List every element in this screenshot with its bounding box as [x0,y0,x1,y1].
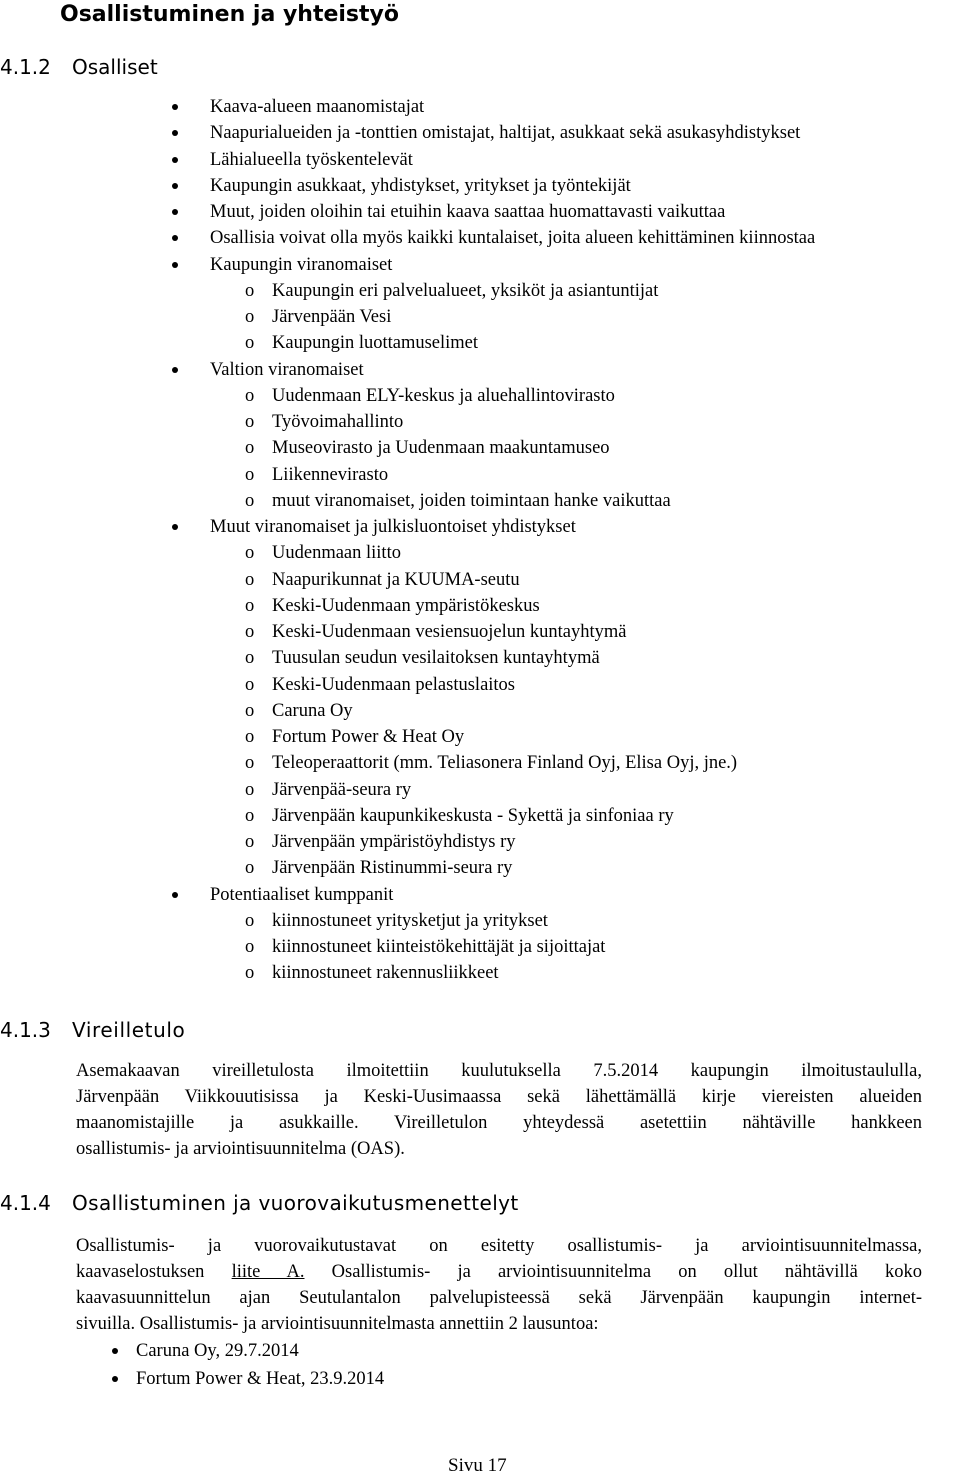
list-item [245,934,606,960]
page-number: Sivu 17 [448,1455,507,1476]
list-item-text: Teleoperaattorit (mm. Teliasonera Finland Oyj, Elisa Oyj, jne.) [272,753,738,774]
section-heading-osallistuminen [0,1193,519,1213]
bullet-icon [172,130,178,136]
list-item-text: Fortum Power & Heat Oy [272,727,465,747]
list-item [210,94,424,120]
list-item [245,724,465,750]
list-item-text: Järvenpään ympäristöyhdistys ry [272,832,516,852]
paragraph-line: osallistumis- ja arviointisuunnitelma (OAS). [76,1139,405,1159]
list-item [245,488,671,514]
sub-bullet-icon: o [245,700,255,721]
section-heading-vireilletulo [0,1020,185,1040]
bullet-icon [172,209,178,215]
paragraph-line: Järvenpään Viikkouutisissa ja Keski-Uusimaassa sekä lähettämällä kirje viereisten alueiden [76,1087,922,1107]
list-item [245,855,513,881]
sub-bullet-icon: o [245,595,255,616]
list-item [210,199,725,225]
liite-a-link[interactable]: liite A. [231,1262,305,1282]
sub-bullet-icon: o [245,779,255,800]
paragraph-line: kaavasuunnittelun ajan Seutulantalon palvelupisteessä sekä Järvenpään kaupungin internet- [76,1288,922,1308]
sub-bullet-icon: o [245,963,255,984]
list-item-text: Kaupungin asukkaat, yhdistykset, yritykset ja työntekijät [210,175,631,196]
list-item-text: Keski-Uudenmaan ympäristökeskus [272,595,540,616]
list-item-text: Caruna Oy [272,700,353,721]
list-item-text: Museovirasto ja Uudenmaan maakuntamuseo [272,438,610,459]
osallistuminen-paragraph [76,1233,922,1337]
paragraph-line: maanomistajille ja asukkaille. Vireilletulon yhteydessä asetettiin nähtäville hankkeen [76,1113,922,1133]
list-item [245,829,516,855]
sub-bullet-icon: o [245,385,255,406]
section-number: 4.1.4 [0,1191,51,1215]
list-item-text: muut viranomaiset, joiden toimintaan hanke vaikuttaa [272,490,671,511]
list-item-text: Kaupungin eri palvelualueet, yksiköt ja asiantuntijat [272,280,659,301]
list-item [245,567,520,593]
sub-bullet-icon: o [245,937,255,957]
list-item-text: Työvoimahallinto [272,412,404,432]
sub-bullet-icon: o [245,622,255,642]
line-text: Osallistumis- ja arviointisuunnitelma on ollut nähtävillä koko [304,1262,923,1282]
list-item [210,173,631,199]
list-item [245,750,738,776]
list-item-text: Järvenpää-seura ry [272,779,412,800]
list-item-text: Potentiaaliset kumppanit [210,884,394,905]
bullet-icon [172,235,178,241]
list-item [210,357,364,383]
section-heading-osalliset [0,57,158,77]
bullet-icon [172,367,178,373]
list-item-text: Lähialueella työskentelevät [210,149,413,170]
list-item [245,462,389,488]
paragraph-line: sivuilla. Osallistumis- ja arviointisuunnitelmasta annettiin 2 lausuntoa: [76,1314,599,1334]
list-item [245,330,479,356]
page-title [60,4,399,26]
section-label: Osallistuminen ja vuorovaikutusmenettelyt [72,1191,519,1215]
section-number: 4.1.3 [0,1018,51,1042]
bullet-icon [172,262,178,268]
list-item-text: Muut, joiden oloihin tai etuihin kaava saattaa huomattavasti vaikuttaa [210,202,726,222]
list-item-text: Järvenpään Vesi [272,307,392,327]
sub-bullet-icon: o [245,333,255,354]
paragraph-line [76,1259,922,1285]
sub-bullet-icon: o [245,832,255,852]
list-item [245,409,404,435]
bullet-icon [112,1348,118,1354]
sub-bullet-icon: o [245,464,255,485]
list-item-text: Muut viranomaiset ja julkisluontoiset yhdistykset [210,517,576,537]
sub-bullet-icon: o [245,674,255,695]
list-item [210,147,413,173]
list-item [245,383,615,409]
page-title-text: Osallistuminen ja yhteistyö [60,2,400,27]
list-item-text: Järvenpään Ristinummi-seura ry [272,858,513,879]
list-item [245,960,499,986]
bullet-icon [172,183,178,189]
list-item-text: kiinnostuneet yritysketjut ja yritykset [272,910,548,931]
list-item [245,540,401,566]
list-item-text: Naapurikunnat ja KUUMA-seutu [272,569,520,590]
list-item [245,435,610,461]
sub-bullet-icon: o [245,569,255,590]
list-item-text: Kaupungin viranomaiset [210,254,393,275]
list-item-text: Kaava-alueen maanomistajat [210,97,425,117]
bullet-icon [112,1376,118,1382]
list-item [245,593,540,619]
bullet-icon [172,157,178,163]
list-item [136,1365,384,1393]
list-item [245,278,659,304]
sub-bullet-icon: o [245,543,255,564]
list-item [245,645,600,671]
list-item-text: Uudenmaan liitto [272,543,401,564]
list-item-text: kiinnostuneet rakennusliikkeet [272,963,499,984]
list-item-text: Caruna Oy, 29.7.2014 [136,1341,299,1361]
list-item [210,882,393,908]
list-item-text: Tuusulan seudun vesilaitoksen kuntayhtymä [272,648,600,669]
sub-bullet-icon: o [245,753,255,774]
list-item [245,304,392,330]
list-item-text: Naapurialueiden ja -tonttien omistajat, haltijat, asukkaat sekä asukasyhdistykset [210,123,801,144]
bullet-icon [172,892,178,898]
list-item [245,908,548,934]
sub-bullet-icon: o [245,438,255,459]
section-label: Osalliset [72,55,158,79]
list-item-text: Kaupungin luottamuselimet [272,333,479,354]
list-item [245,672,516,698]
sub-bullet-icon: o [245,805,255,826]
list-item-text: Keski-Uudenmaan pelastuslaitos [272,674,516,695]
section-label: Vireilletulo [72,1018,186,1042]
list-item [210,225,815,251]
paragraph-line: Asemakaavan vireilletulosta ilmoitettiin kuulutuksella 7.5.2014 kaupungin ilmoitustaululla, [76,1061,922,1081]
paragraph-line: Osallistumis- ja vuorovaikutustavat on esitetty osallistumis- ja arviointisuunnitelmassa, [76,1236,922,1256]
bullet-icon [172,104,178,110]
list-item-text: Uudenmaan ELY-keskus ja aluehallintovirasto [272,385,615,406]
sub-bullet-icon: o [245,858,255,879]
section-number: 4.1.2 [0,55,51,79]
sub-bullet-icon: o [245,490,255,511]
sub-bullet-icon: o [245,910,255,931]
sub-bullet-icon: o [245,648,255,669]
vireilletulo-paragraph [76,1058,922,1162]
list-item [136,1337,299,1365]
list-item [210,252,392,278]
list-item [245,803,674,829]
line-text: kaavaselostuksen [76,1262,232,1282]
list-item-text: kiinnostuneet kiinteistökehittäjät ja sijoittajat [272,937,606,957]
list-item-text: Järvenpään kaupunkikeskusta - Sykettä ja sinfoniaa ry [272,805,674,826]
list-item [245,619,627,645]
list-item-text: Osallisia voivat olla myös kaikki kuntalaiset, joita alueen kehittäminen kiinnostaa [210,228,816,249]
list-item-text: Valtion viranomaiset [210,359,364,380]
list-item-text: Fortum Power & Heat, 23.9.2014 [136,1369,385,1389]
sub-bullet-icon: o [245,307,255,327]
list-item [245,698,353,724]
list-item-text: Keski-Uudenmaan vesiensuojelun kuntayhtymä [272,622,627,642]
list-item-text: Liikennevirasto [272,464,389,485]
sub-bullet-icon: o [245,727,255,747]
bullet-icon [172,524,178,530]
list-item [210,514,576,540]
sub-bullet-icon: o [245,412,255,432]
list-item [245,777,412,803]
list-item [210,120,800,146]
sub-bullet-icon: o [245,280,255,301]
